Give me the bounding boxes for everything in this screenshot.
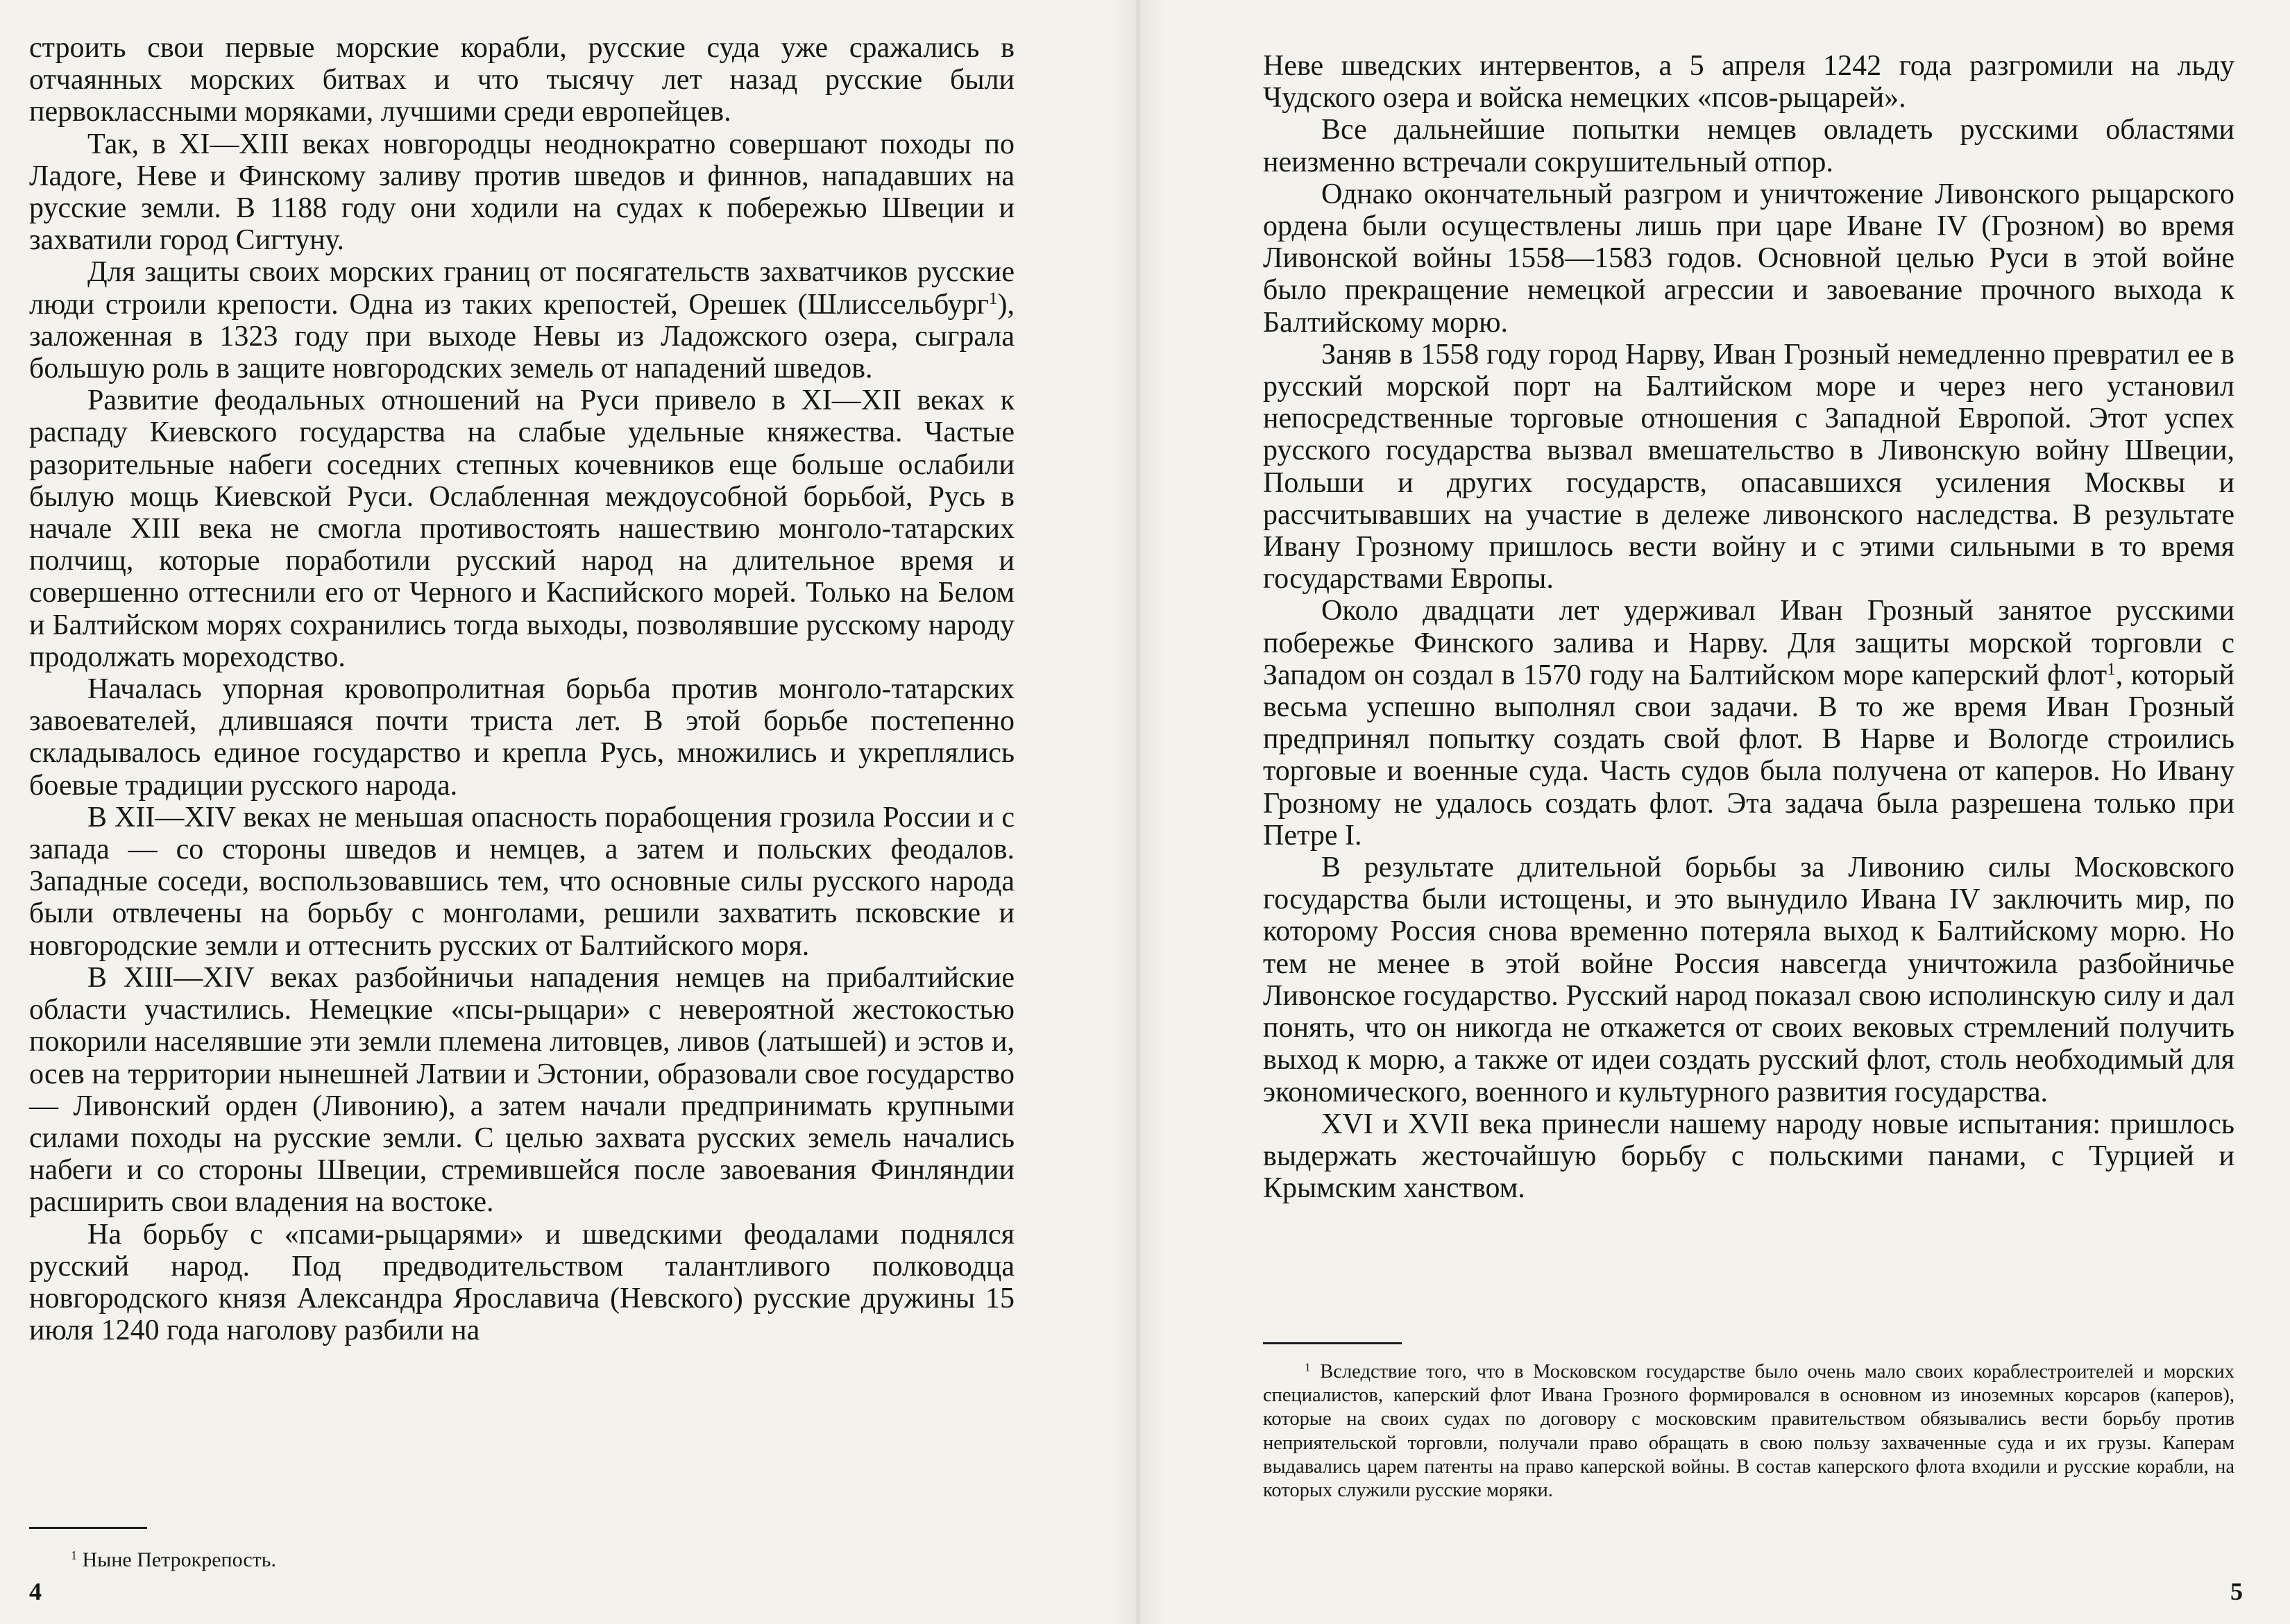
paragraph: XVI и XVII века принесли нашему народу новые испытания: пришлось выдержать жесточайшую борьбу с польскими панами, с Турцией и Крымским ханством. bbox=[1263, 1108, 2234, 1205]
paragraph: Однако окончательный разгром и уничтожение Ливонского рыцарского ордена были осуществлены лишь при царе Иване IV (Грозном) во время Ливонской войны 1558—1583 годов. Основной целью Руси в этой войне было прекращение немецкой агрессии и завоевание прочного выхода к Балтийскому морю. bbox=[1263, 178, 2234, 339]
footnote-reference: 1 bbox=[988, 289, 998, 308]
footnote-divider bbox=[1263, 1342, 1402, 1344]
paragraph: Началась упорная кровопролитная борьба против монголо-татарских завоевателей, длившаяся почти триста лет. В этой борьбе постепенно складывалось единое государство и крепла Русь, множились и укреплялись боевые традиции русского народа. bbox=[29, 673, 1015, 802]
paragraph: В XIII—XIV веках разбойничьи нападения немцев на прибалтийские области участились. Немецкие «псы-рыцари» с невероятной жестокостью покорили населявшие эти земли племена литовцев, ливов (латышей) и эстов и, осев на территории нынешней Латвии и Эстонии, образовали свое государство — Ливонский орден (Ливонию), а затем начали предпринимать крупными силами походы на русские земли. С целью захвата русских земель начались набеги и со стороны Швеции, стремившейся после завоевания Финляндии расширить свои владения на востоке. bbox=[29, 961, 1015, 1219]
page-number: 5 bbox=[2230, 1578, 2243, 1605]
left-page bbox=[0, 0, 1138, 1624]
footnote-text: Ныне Петрокрепость. bbox=[82, 1548, 276, 1571]
paragraph bbox=[1263, 595, 2234, 852]
paragraph-text: Около двадцати лет удерживал Иван Грозный занятое русскими побережье Финского залива и Нарву. Для защиты морской торговли с Западом он создал в 1570 году на Балтийском море каперский флот bbox=[1263, 595, 2234, 691]
paragraph: Заняв в 1558 году город Нарву, Иван Грозный немедленно превратил ее в русский морской порт на Балтийском море и через него установил непосредственные торговые отношения с Западной Европой. Этот успех русского государства вызвал вмешательство в Ливонскую войну Швеции, Польши и других государств, опасавшихся усиления Москвы и рассчитывавших на участие в дележе ливонского наследства. В результате Ивану Грозному пришлось вести войну и с этими сильными в то время государствами Европы. bbox=[1263, 338, 2234, 595]
paragraph: Неве шведских интервентов, а 5 апреля 1242 года разгромили на льду Чудского озера и войска немецких «псов-рыцарей». bbox=[1263, 50, 2234, 115]
footnote-marker: 1 bbox=[71, 1548, 77, 1563]
right-page-body bbox=[1263, 50, 2234, 1204]
paragraph-text: , который весьма успешно выполнял свои задачи. В то же время Иван Грозный предпринял попытку создать свой флот. В Нарве и Вологде строились торговые и военные суда. Часть судов была получена от каперов. Но Ивану Грозному не удалось создать флот. Эта задача была разрешена только при Петре I. bbox=[1263, 659, 2234, 852]
paragraph bbox=[29, 256, 1015, 384]
paragraph-text: Для защиты своих морских границ от посягательств захватчиков русские люди строили крепости. Одна из таких крепостей, Орешек (Шлиссельбург bbox=[29, 256, 1015, 321]
page-number: 4 bbox=[29, 1578, 42, 1605]
paragraph: В результате длительной борьбы за Ливонию силы Московского государства были истощены, и это вынудило Ивана IV заключить мир, по которому Россия снова временно потеряла выход к Балтийскому морю. Но тем не менее в этой войне Россия навсегда уничтожила разбойничье Ливонское государство. Русский народ показал свою исполинскую силу и дал понять, что он никогда не откажется от своих вековых стремлений получить выход к морю, а также от идеи создать русский флот, столь необходимый для экономического, военного и культурного развития государства. bbox=[1263, 852, 2234, 1108]
paragraph: Развитие феодальных отношений на Руси привело в XI—XII веках к распаду Киевского государства на слабые удельные княжества. Частые разорительные набеги соседних степных кочевников еще больше ослабили былую мощь Киевской Руси. Ослабленная междоусобной борьбой, Русь в начале XIII века не смогла противостоять нашествию монголо-татарских полчищ, которые поработили русский народ на длительное время и совершенно оттеснили его от Черного и Каспийского морей. Только на Белом и Балтийском морях сохранились тогда выходы, позволявшие русскому народу продолжать мореходство. bbox=[29, 384, 1015, 673]
paragraph: Так, в XI—XIII веках новгородцы неоднократно совершают походы по Ладоге, Неве и Финскому заливу против шведов и финнов, нападавших на русские земли. В 1188 году они ходили на судах к побережью Швеции и захватили город Сигтуну. bbox=[29, 128, 1015, 257]
left-page-body bbox=[29, 32, 1015, 1346]
paragraph: Все дальнейшие попытки немцев овладеть русскими областями неизменно встречали сокрушительный отпор. bbox=[1263, 114, 2234, 178]
paragraph-text: ), заложенная в 1323 году при выходе Невы из Ладожского озера, сыграла большую роль в защите новгородских земель от нападений шведов. bbox=[29, 288, 1015, 385]
paragraph: На борьбу с «псами-рыцарями» и шведскими феодалами поднялся русский народ. Под предводительством талантливого полководца новгородского князя Александра Ярославича (Невского) русские дружины 15 июля 1240 года наголову разбили на bbox=[29, 1218, 1015, 1347]
paragraph: строить свои первые морские корабли, русские суда уже сражались в отчаянных морских битвах и что тысячу лет назад русские были первоклассными моряками, лучшими среди европейцев. bbox=[29, 32, 1015, 128]
footnote bbox=[1263, 1360, 2234, 1503]
footnote-divider bbox=[29, 1527, 147, 1529]
footnote-reference: 1 bbox=[2107, 660, 2116, 679]
footnote-text: Вследствие того, что в Московском государстве было очень мало своих кораблестроителей и морских специалистов, каперский флот Ивана Грозного формировался в основном из иноземных корсаров (каперов), которые на своих судах по договору с московским правительством обязывались вести борьбу против неприятельской торговли, получали право обращать в свою пользу захваченные суда и их грузы. Каперам выдавались царем патенты на право каперской войны. В состав каперского флота входили и русские корабли, на которых служили русские моряки. bbox=[1263, 1361, 2235, 1502]
footnote-marker: 1 bbox=[1305, 1360, 1311, 1374]
paragraph: В XII—XIV веках не меньшая опасность порабощения грозила России и с запада — со стороны шведов и немцев, а затем и польских феодалов. Западные соседи, воспользовавшись тем, что основные силы русского народа были отвлечены на борьбу с монголами, решили захватить псковские и новгородские земли и оттеснить русских от Балтийского моря. bbox=[29, 801, 1015, 962]
footnote bbox=[29, 1548, 1001, 1573]
right-page bbox=[1138, 0, 2290, 1624]
